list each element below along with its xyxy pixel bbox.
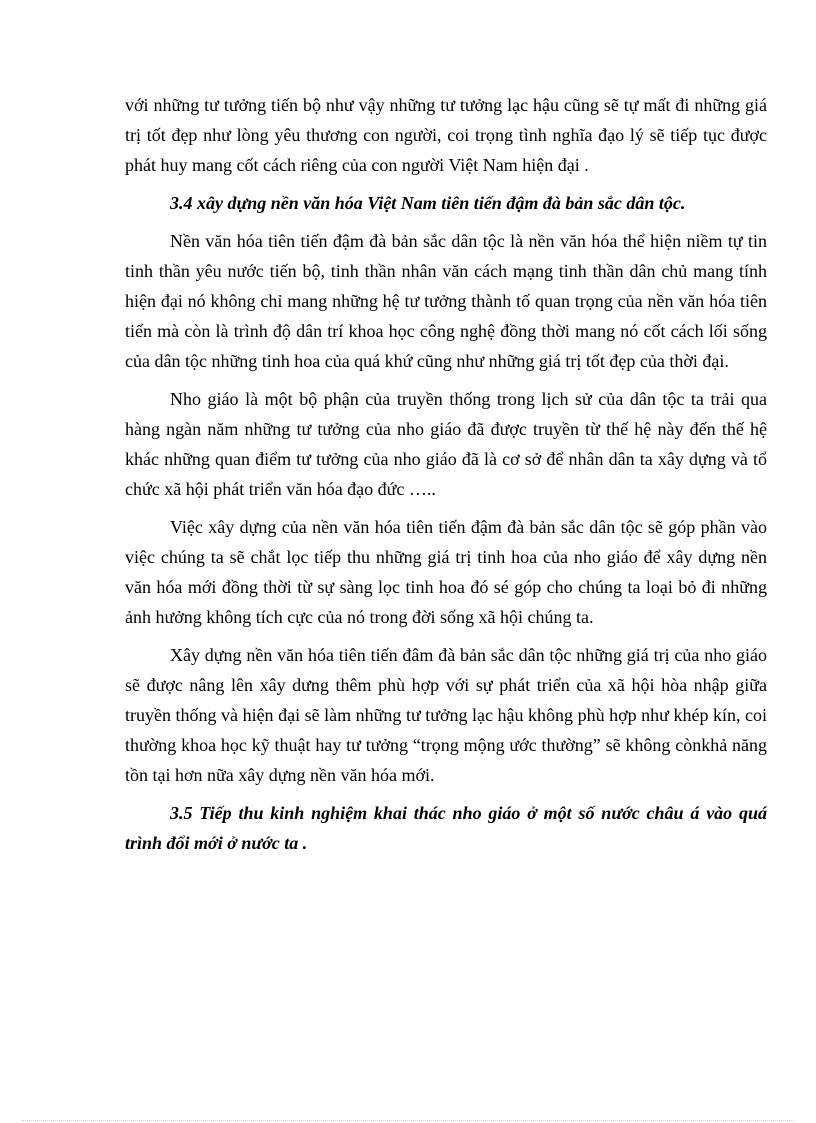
paragraph-continuation: với những tư tưởng tiến bộ như vậy những tư tưởng lạc hậu cũng sẽ tự mất đi những giá trị tốt đẹp như lòng yêu thương con người, coi trọng tình nghĩa đạo lý sẽ tiếp tục được phát huy mang cốt cách riêng của con người Việt Nam hiện đại . [125,95,767,175]
section-heading-3-5: 3.5 Tiếp thu kinh nghiệm khai thác nho giáo ở một số nước châu á vào quá trình đổi mới ở nước ta . [125,803,767,853]
section-heading-3-4: 3.4 xây dựng nền văn hóa Việt Nam tiên tiến đậm đà bản sắc dân tộc. [170,193,686,213]
paragraph: Việc xây dựng của nền văn hóa tiên tiến đậm đà bản sắc dân tộc sẽ góp phần vào việc chúng ta sẽ chắt lọc tiếp thu những giá trị tinh hoa của nho giáo để xây dựng nền văn hóa mới đồng thời từ sự sàng lọc tinh hoa đó sé góp cho chúng ta loại bỏ đi những ảnh hưởng không tích cực của nó trong đời sống xã hội chúng ta. [125,517,767,627]
page-bottom-divider [22,1120,794,1121]
document-body [125,90,767,866]
paragraph: Xây dựng nền văn hóa tiên tiến đâm đà bản sắc dân tộc những giá trị của nho giáo sẽ được nâng lên xây dưng thêm phù hợp với sự phát triển của xã hội hòa nhập giữa truyền thống và hiện đại sẽ làm những tư tưởng lạc hậu không phù hợp như khép kín, coi thường khoa học kỹ thuật hay tư tưởng “trọng mộng ước thường” sẽ không cònkhả năng tồn tại hơn nữa xây dựng nền văn hóa mới. [125,645,767,785]
paragraph: Nền văn hóa tiên tiến đậm đà bản sắc dân tộc là nền văn hóa thể hiện niềm tự tin tinh thần yêu nước tiến bộ, tinh thần nhân văn cách mạng tinh thần dân chủ mang tính hiện đại nó không chỉ mang những hệ tư tưởng thành tố quan trọng của nền văn hóa tiên tiến mà còn là trình độ dân trí khoa học công nghệ đồng thời mang nó cốt cách lối sống của dân tộc những tinh hoa của quá khứ cũng như những giá trị tốt đẹp của thời đại. [125,231,767,371]
paragraph: Nho giáo là một bộ phận của truyền thống trong lịch sử của dân tộc ta trải qua hàng ngàn năm những tư tưởng của nho giáo đã được truyền từ thế hệ này đến thế hệ khác những quan điểm tư tưởng của nho giáo đã là cơ sở để nhân dân ta xây dựng và tổ chức xã hội phát triển văn hóa đạo đức ….. [125,389,767,499]
